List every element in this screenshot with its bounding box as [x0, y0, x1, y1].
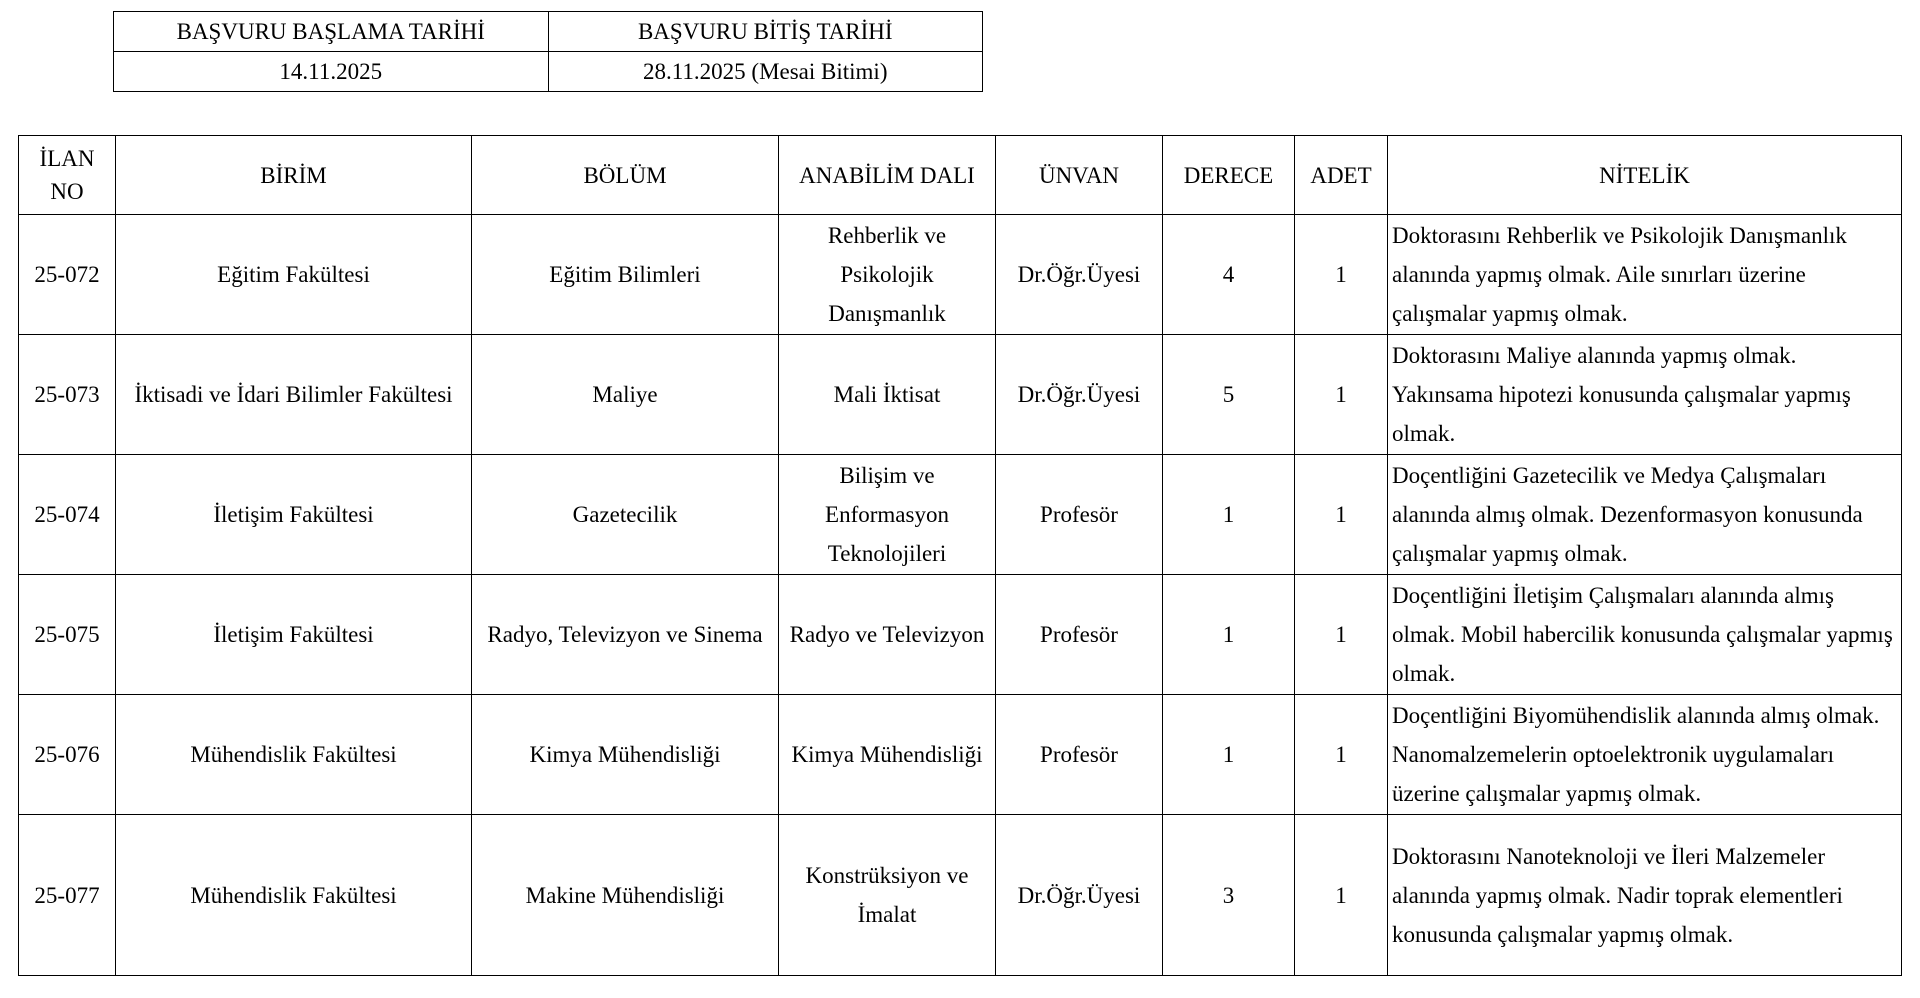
cell-unvan: Dr.Öğr.Üyesi — [996, 815, 1163, 976]
start-date-value: 14.11.2025 — [114, 52, 549, 92]
cell-unvan: Dr.Öğr.Üyesi — [996, 335, 1163, 455]
cell-anabilim-dali: Radyo ve Televizyon — [779, 575, 996, 695]
cell-birim: Mühendislik Fakültesi — [116, 815, 472, 976]
job-listings-table — [18, 135, 1902, 976]
cell-derece: 5 — [1163, 335, 1295, 455]
cell-anabilim-dali: Konstrüksiyon ve İmalat — [779, 815, 996, 976]
cell-bolum: Makine Mühendisliği — [472, 815, 779, 976]
header-nitelik: NİTELİK — [1388, 136, 1902, 215]
cell-unvan: Dr.Öğr.Üyesi — [996, 215, 1163, 335]
cell-birim: İktisadi ve İdari Bilimler Fakültesi — [116, 335, 472, 455]
cell-ilan-no: 25-073 — [19, 335, 116, 455]
end-date-value: 28.11.2025 (Mesai Bitimi) — [548, 52, 983, 92]
cell-nitelik: Doçentliğini İletişim Çalışmaları alanında almış olmak. Mobil habercilik konusunda çalışmalar yapmış olmak. — [1388, 575, 1902, 695]
header-birim: BİRİM — [116, 136, 472, 215]
cell-bolum: Eğitim Bilimleri — [472, 215, 779, 335]
table-header-row — [19, 136, 1902, 215]
header-derece: DERECE — [1163, 136, 1295, 215]
cell-ilan-no: 25-077 — [19, 815, 116, 976]
cell-nitelik: Doçentliğini Gazetecilik ve Medya Çalışmaları alanında almış olmak. Dezenformasyon konusunda çalışmalar yapmış olmak. — [1388, 455, 1902, 575]
start-date-label: BAŞVURU BAŞLAMA TARİHİ — [114, 12, 549, 52]
cell-birim: İletişim Fakültesi — [116, 455, 472, 575]
cell-ilan-no: 25-072 — [19, 215, 116, 335]
application-dates-table — [113, 11, 983, 92]
end-date-label: BAŞVURU BİTİŞ TARİHİ — [548, 12, 983, 52]
table-row — [19, 335, 1902, 455]
header-adet: ADET — [1295, 136, 1388, 215]
cell-ilan-no: 25-076 — [19, 695, 116, 815]
cell-derece: 1 — [1163, 695, 1295, 815]
cell-bolum: Gazetecilik — [472, 455, 779, 575]
cell-birim: İletişim Fakültesi — [116, 575, 472, 695]
table-row — [19, 215, 1902, 335]
cell-nitelik: Doktorasını Maliye alanında yapmış olmak. Yakınsama hipotezi konusunda çalışmalar yapmış olmak. — [1388, 335, 1902, 455]
table-row — [19, 455, 1902, 575]
cell-bolum: Kimya Mühendisliği — [472, 695, 779, 815]
cell-anabilim-dali: Kimya Mühendisliği — [779, 695, 996, 815]
table-row — [19, 575, 1902, 695]
cell-anabilim-dali: Bilişim ve Enformasyon Teknolojileri — [779, 455, 996, 575]
cell-ilan-no: 25-075 — [19, 575, 116, 695]
header-anabilim-dali: ANABİLİM DALI — [779, 136, 996, 215]
cell-bolum: Maliye — [472, 335, 779, 455]
cell-derece: 1 — [1163, 575, 1295, 695]
cell-derece: 3 — [1163, 815, 1295, 976]
table-row — [19, 695, 1902, 815]
cell-adet: 1 — [1295, 575, 1388, 695]
header-unvan: ÜNVAN — [996, 136, 1163, 215]
cell-nitelik: Doktorasını Nanoteknoloji ve İleri Malzemeler alanında yapmış olmak. Nadir toprak elementleri konusunda çalışmalar yapmış olmak. — [1388, 815, 1902, 976]
cell-bolum: Radyo, Televizyon ve Sinema — [472, 575, 779, 695]
cell-birim: Eğitim Fakültesi — [116, 215, 472, 335]
cell-anabilim-dali: Mali İktisat — [779, 335, 996, 455]
header-ilan-no: İLAN NO — [19, 136, 116, 215]
cell-anabilim-dali: Rehberlik ve Psikolojik Danışmanlık — [779, 215, 996, 335]
table-row — [19, 815, 1902, 976]
cell-nitelik: Doktorasını Rehberlik ve Psikolojik Danışmanlık alanında yapmış olmak. Aile sınırları üzerine çalışmalar yapmış olmak. — [1388, 215, 1902, 335]
cell-derece: 4 — [1163, 215, 1295, 335]
cell-adet: 1 — [1295, 695, 1388, 815]
header-bolum: BÖLÜM — [472, 136, 779, 215]
cell-adet: 1 — [1295, 215, 1388, 335]
cell-derece: 1 — [1163, 455, 1295, 575]
cell-unvan: Profesör — [996, 455, 1163, 575]
cell-unvan: Profesör — [996, 695, 1163, 815]
cell-birim: Mühendislik Fakültesi — [116, 695, 472, 815]
cell-adet: 1 — [1295, 455, 1388, 575]
cell-unvan: Profesör — [996, 575, 1163, 695]
cell-adet: 1 — [1295, 815, 1388, 976]
cell-ilan-no: 25-074 — [19, 455, 116, 575]
cell-adet: 1 — [1295, 335, 1388, 455]
cell-nitelik: Doçentliğini Biyomühendislik alanında almış olmak. Nanomalzemelerin optoelektronik uygulamaları üzerine çalışmalar yapmış olmak. — [1388, 695, 1902, 815]
